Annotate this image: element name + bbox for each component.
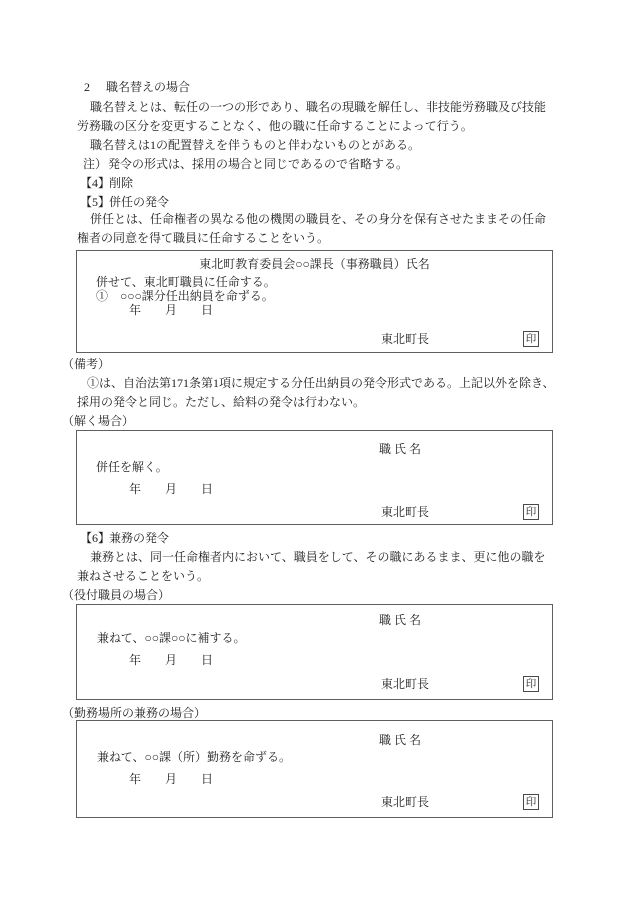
form-signer: 東北町長 <box>381 795 430 809</box>
form-signer: 東北町長 <box>381 505 430 519</box>
form-name-label: 職 氏 名 <box>379 442 422 456</box>
item-title: 兼務の発令 <box>109 531 170 545</box>
paragraph-line: 権者の同意を得て職員に任命することをいう。 <box>77 231 330 245</box>
form-body-line: 兼ねて、○○課○○に補する。 <box>97 631 246 645</box>
form-date-line: 年 月 日 <box>129 482 214 496</box>
form-signer: 東北町長 <box>381 332 430 346</box>
form-addressee: 東北町教育委員会○○課長（事務職員）氏名 <box>199 257 430 271</box>
section-title: 職名替えの場合 <box>106 80 191 94</box>
concurrent-post-form-box <box>76 604 553 700</box>
form-body-line: 併任を解く。 <box>96 460 168 474</box>
seal-stamp-icon: 印 <box>523 504 539 520</box>
case-label: （勤務場所の兼務の場合） <box>62 706 207 720</box>
paragraph-line: ①は、自治法第171条第1項に規定する分任出納員の発令形式である。上記以外を除き、 <box>87 376 555 390</box>
case-label: （解く場合） <box>62 414 135 428</box>
paragraph-line: 労務職の区分を変更することなく、他の職に任命することによって行う。 <box>77 119 473 133</box>
paragraph-line: 職名替えとは、転任の一つの形であり、職名の現職を解任し、非技能労務職及び技能 <box>90 100 547 114</box>
section-number: 2 <box>84 80 90 94</box>
paragraph-line: 採用の発令と同じ。ただし、給料の発令は行わない。 <box>77 395 366 409</box>
seal-stamp-icon: 印 <box>523 676 539 692</box>
remarks-label: （備考） <box>62 357 111 371</box>
case-label: （役付職員の場合） <box>62 588 171 602</box>
item-marker: 【5】 <box>80 195 111 209</box>
note-label: 注） <box>83 157 108 171</box>
paragraph-line: 職名替えは1の配置替えを伴うものと伴わないものとがある。 <box>90 138 421 152</box>
note-text: 発令の形式は、採用の場合と同じであるので省略する。 <box>108 157 409 171</box>
item-marker: 【6】 <box>80 531 111 545</box>
item-marker: 【4】 <box>80 176 111 190</box>
paragraph-line: 兼ねさせることをいう。 <box>77 569 210 583</box>
paragraph-line: 兼務とは、同一任命権者内において、職員をして、その職にあるまま、更に他の職を <box>90 550 546 564</box>
item-title: 削除 <box>109 176 134 190</box>
form-name-label: 職 氏 名 <box>379 613 422 627</box>
seal-stamp-icon: 印 <box>523 794 539 810</box>
form-body-line: ① ○○○課分任出納員を命ずる。 <box>96 289 274 303</box>
paragraph-line: 併任とは、任命権者の異なる他の機関の職員を、その身分を保有させたままその任命 <box>90 212 547 226</box>
form-name-label: 職 氏 名 <box>379 733 422 747</box>
form-date-line: 年 月 日 <box>129 303 214 317</box>
form-body-line: 兼ねて、○○課（所）勤務を命ずる。 <box>97 750 291 764</box>
appointment-form-box <box>76 250 553 353</box>
seal-stamp-icon: 印 <box>523 331 539 347</box>
form-body-line: 併せて、東北町職員に任命する。 <box>96 275 276 289</box>
form-date-line: 年 月 日 <box>129 653 214 667</box>
release-form-box <box>76 430 553 525</box>
concurrent-workplace-form-box <box>76 720 553 818</box>
item-title: 併任の発令 <box>109 195 170 209</box>
form-date-line: 年 月 日 <box>129 772 214 786</box>
form-signer: 東北町長 <box>381 677 430 691</box>
